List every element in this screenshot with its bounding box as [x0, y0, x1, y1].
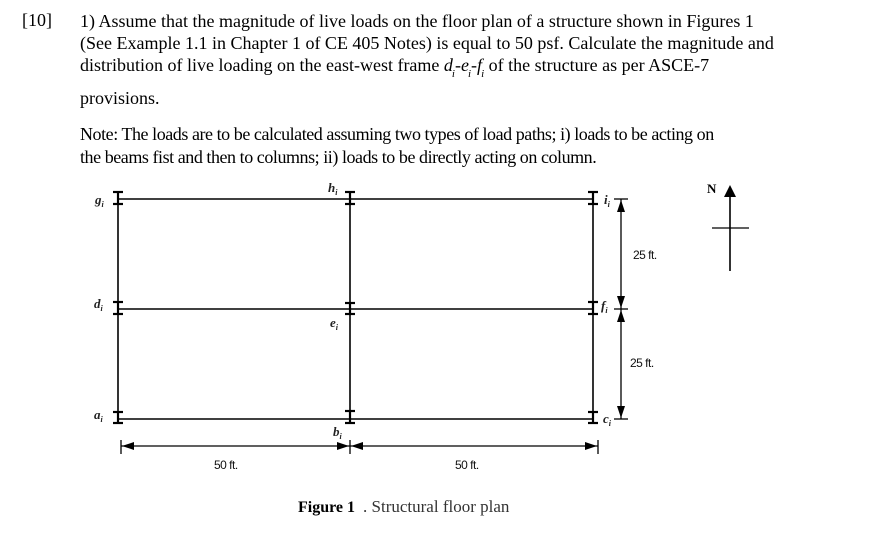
column-i [588, 192, 598, 204]
figure-caption-label: Figure 1 [298, 499, 356, 516]
node-label-i: $i_i$ [604, 192, 610, 209]
node-label-b: $b_i$ [333, 424, 342, 441]
north-arrow-icon [712, 185, 749, 271]
question-line-3: distribution of live loading on the east-west frame $d_i-e_i-f_i$ of the structure as per ASCE-7 [80, 55, 710, 80]
column-d [113, 302, 123, 314]
figure-caption-text: . Structural floor plan [363, 497, 510, 516]
note-line-2: the beams fist and then to columns; ii) loads to be directly acting on column. [80, 147, 597, 167]
frame-label: $d_i-e_i-f_i$ [443, 55, 485, 80]
dimension-bay-depth-1: 25 ft. [633, 248, 657, 262]
dimension-bay-width-2: 50 ft. [455, 458, 479, 472]
column-a [113, 412, 123, 423]
figure-caption [298, 497, 509, 517]
question-number: [10] [22, 10, 52, 30]
column-f [588, 302, 598, 314]
question-line-1: 1) Assume that the magnitude of live loads on the floor plan of a structure shown in Figures 1 [80, 11, 754, 31]
node-label-c: $c_i$ [603, 411, 612, 428]
question-line-2: (See Example 1.1 in Chapter 1 of CE 405 Notes) is equal to 50 psf. Calculate the magnitude and [80, 33, 774, 53]
node-label-h: $h_i$ [328, 180, 338, 197]
vertical-dimension [614, 199, 628, 419]
note-line-1: Note: The loads are to be calculated assuming two types of load paths; i) loads to be acting on [80, 124, 714, 144]
dimension-bay-width-1: 50 ft. [214, 458, 238, 472]
node-label-a: $a_i$ [94, 407, 103, 424]
column-b [345, 411, 355, 423]
node-label-d: $d_i$ [94, 296, 103, 313]
column-icons [113, 192, 598, 423]
north-label: N [707, 181, 717, 196]
node-label-g: $g_i$ [95, 192, 104, 209]
node-label-e: $e_i$ [330, 315, 339, 332]
node-label-f: $f_i$ [601, 298, 608, 315]
column-g [113, 192, 123, 204]
column-c [588, 412, 598, 423]
column-h [345, 192, 355, 204]
question-line-4: provisions. [80, 88, 160, 108]
dimension-bay-depth-2: 25 ft. [630, 356, 654, 370]
